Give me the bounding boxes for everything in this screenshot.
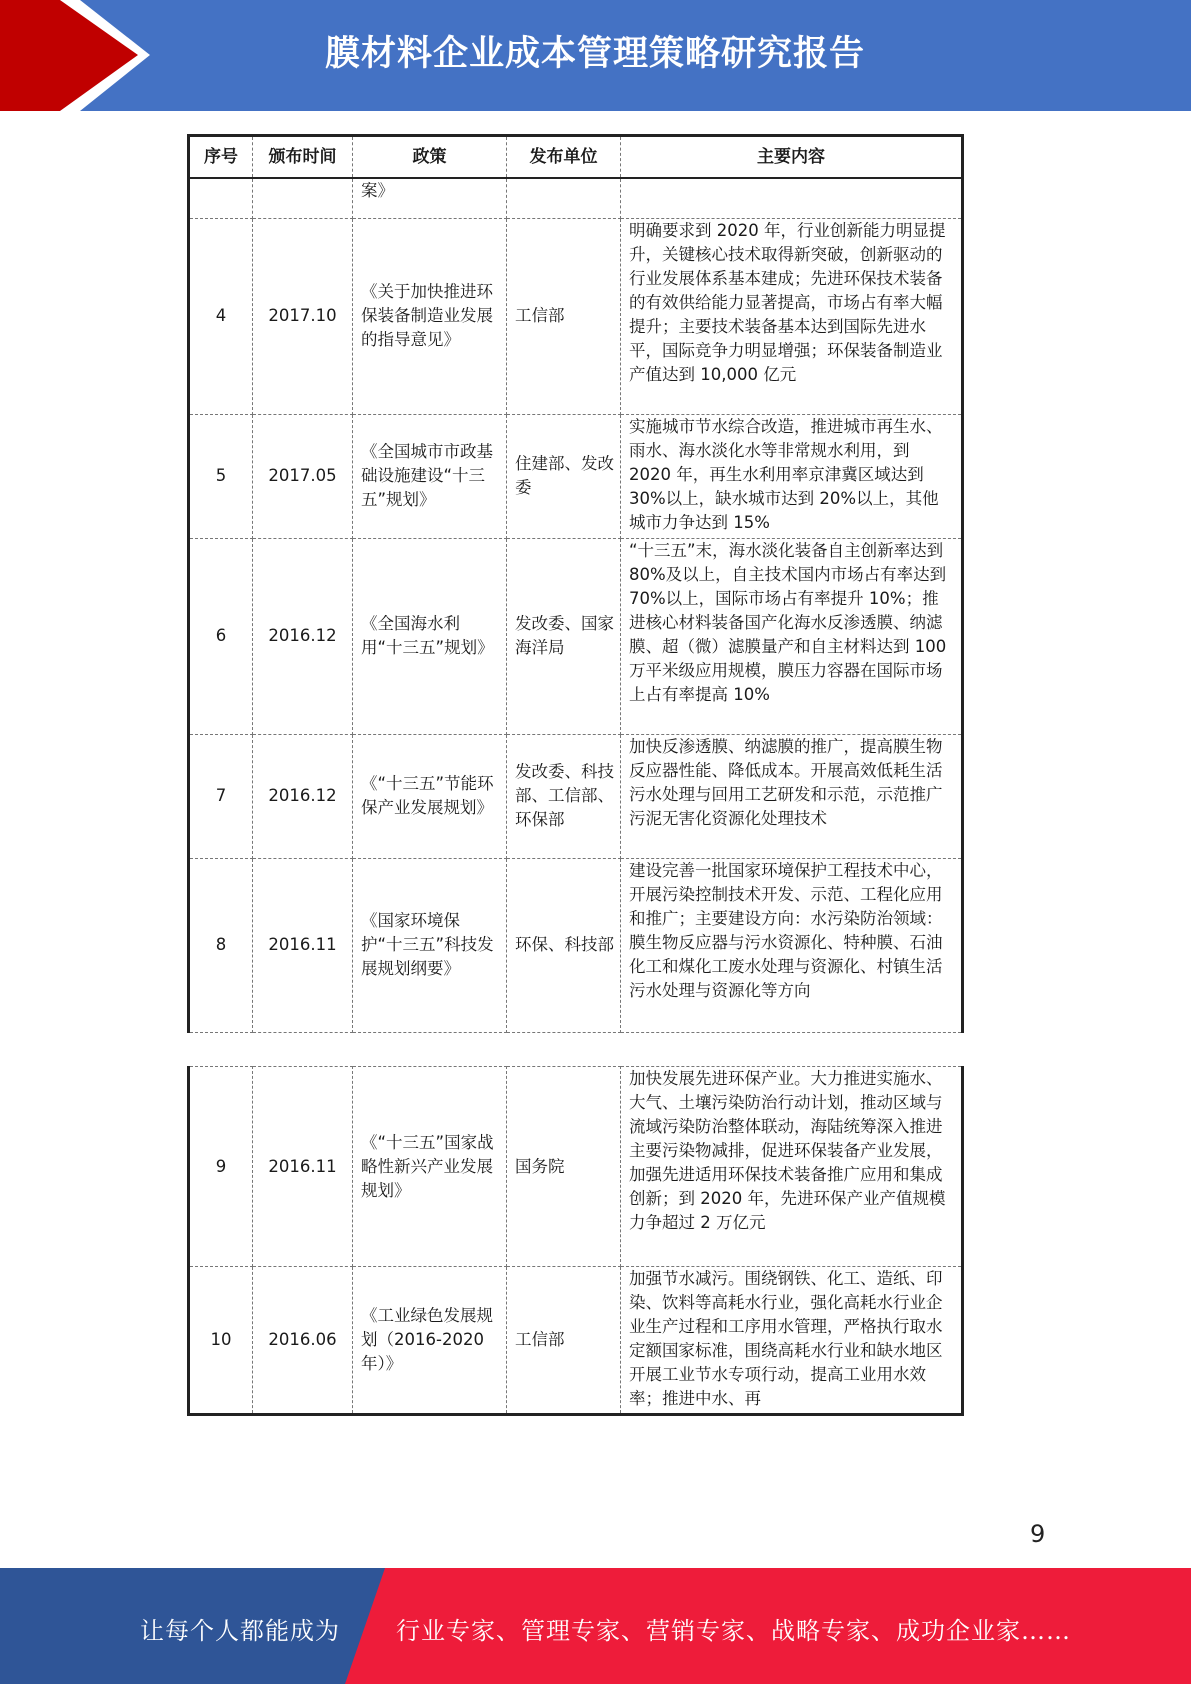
cell-date: 2017.10: [253, 218, 353, 414]
cell-org: 国务院: [507, 1067, 621, 1267]
cell-policy: 《“十三五”国家战略性新兴产业发展规划》: [353, 1067, 507, 1267]
cell-org: [507, 178, 621, 218]
table-header-row: [189, 136, 963, 179]
cell-date: 2016.11: [253, 858, 353, 1032]
cell-date: 2016.06: [253, 1267, 353, 1415]
table-row: [189, 1267, 963, 1415]
cell-date: 2016.12: [253, 734, 353, 858]
header-content: 主要内容: [621, 136, 963, 179]
cell-content: 实施城市节水综合改造，推进城市再生水、雨水、海水淡化水等非常规水利用，到 2020 年，再生水利用率京津冀区域达到 30%以上，缺水城市达到 20%以上，其他城市力争达到 15%: [621, 414, 963, 538]
cell-content: 加强节水减污。围绕钢铁、化工、造纸、印染、饮料等高耗水行业，强化高耗水行业企业生产过程和工序用水管理，严格执行取水定额国家标准，围绕高耗水行业和缺水地区开展工业节水专项行动，提高工业用水效率；推进中水、再: [621, 1267, 963, 1415]
cell-no: 7: [189, 734, 253, 858]
cell-org: 工信部: [507, 1267, 621, 1415]
cell-no: 5: [189, 414, 253, 538]
cell-org: 发改委、国家海洋局: [507, 538, 621, 734]
policy-table-part-2: [187, 1066, 964, 1416]
cell-date: 2016.11: [253, 1067, 353, 1267]
cell-content: 加快反渗透膜、纳滤膜的推广，提高膜生物反应器性能、降低成本。开展高效低耗生活污水处理与回用工艺研发和示范，示范推广污泥无害化资源化处理技术: [621, 734, 963, 858]
cell-content: 明确要求到 2020 年，行业创新能力明显提升，关键核心技术取得新突破，创新驱动的行业发展体系基本建成；先进环保技术装备的有效供给能力显著提高，市场占有率大幅提升；主要技术装备基本达到国际先进水平，国际竞争力明显增强；环保装备制造业产值达到 10,000 亿元: [621, 218, 963, 414]
table-row: [189, 858, 963, 1032]
cell-policy: 《全国海水利用“十三五”规划》: [353, 538, 507, 734]
header-date: 颁布时间: [253, 136, 353, 179]
table-row: [189, 1067, 963, 1267]
cell-date: [253, 178, 353, 218]
footer-slogan-left: 让每个人都能成为: [140, 1617, 340, 1645]
cell-policy: 《工业绿色发展规划（2016-2020 年）》: [353, 1267, 507, 1415]
policy-table-part-1: [187, 134, 964, 1033]
cell-no: 9: [189, 1067, 253, 1267]
cell-content: 建设完善一批国家环境保护工程技术中心，开展污染控制技术开发、示范、工程化应用和推广；主要建设方向：水污染防治领域：膜生物反应器与污水资源化、特种膜、石油化工和煤化工废水处理与资源化、村镇生活污水处理与资源化等方向: [621, 858, 963, 1032]
cell-date: 2016.12: [253, 538, 353, 734]
page-number: 9: [1030, 1520, 1046, 1548]
cell-policy: 《关于加快推进环保装备制造业发展的指导意见》: [353, 218, 507, 414]
cell-org: 环保、科技部: [507, 858, 621, 1032]
cell-org: 住建部、发改委: [507, 414, 621, 538]
table-row: [189, 734, 963, 858]
table-row: [189, 218, 963, 414]
cell-no: 6: [189, 538, 253, 734]
document-title: 膜材料企业成本管理策略研究报告: [324, 34, 865, 74]
header-policy: 政策: [353, 136, 507, 179]
cell-policy: 《“十三五”节能环保产业发展规划》: [353, 734, 507, 858]
cell-policy: 案》: [353, 178, 507, 218]
table-row-continued: [189, 178, 963, 218]
cell-date: 2017.05: [253, 414, 353, 538]
cell-policy: 《全国城市市政基础设施建设“十三五”规划》: [353, 414, 507, 538]
cell-org: 发改委、科技部、工信部、环保部: [507, 734, 621, 858]
footer-slogan-right: 行业专家、管理专家、营销专家、战略专家、成功企业家……: [396, 1617, 1071, 1645]
page-header: [0, 0, 1191, 111]
cell-no: [189, 178, 253, 218]
cell-no: 10: [189, 1267, 253, 1415]
cell-content: [621, 178, 963, 218]
table-row: [189, 414, 963, 538]
cell-org: 工信部: [507, 218, 621, 414]
cell-no: 4: [189, 218, 253, 414]
cell-policy: 《国家环境保护“十三五”科技发展规划纲要》: [353, 858, 507, 1032]
cell-content: 加快发展先进环保产业。大力推进实施水、大气、土壤污染防治行动计划，推动区域与流域污染防治整体联动，海陆统筹深入推进主要污染物减排，促进环保装备产业发展，加强先进适用环保技术装备推广应用和集成创新；到 2020 年，先进环保产业产值规模力争超过 2 万亿元: [621, 1067, 963, 1267]
cell-content: “十三五”末，海水淡化装备自主创新率达到 80%及以上，自主技术国内市场占有率达到 70%以上，国际市场占有率提升 10%；推进核心材料装备国产化海水反渗透膜、纳滤膜、超（微）滤膜量产和自主材料达到 100 万平米级应用规模，膜压力容器在国际市场上占有率提高 10%: [621, 538, 963, 734]
header-no: 序号: [189, 136, 253, 179]
table-row: [189, 538, 963, 734]
header-org: 发布单位: [507, 136, 621, 179]
cell-no: 8: [189, 858, 253, 1032]
